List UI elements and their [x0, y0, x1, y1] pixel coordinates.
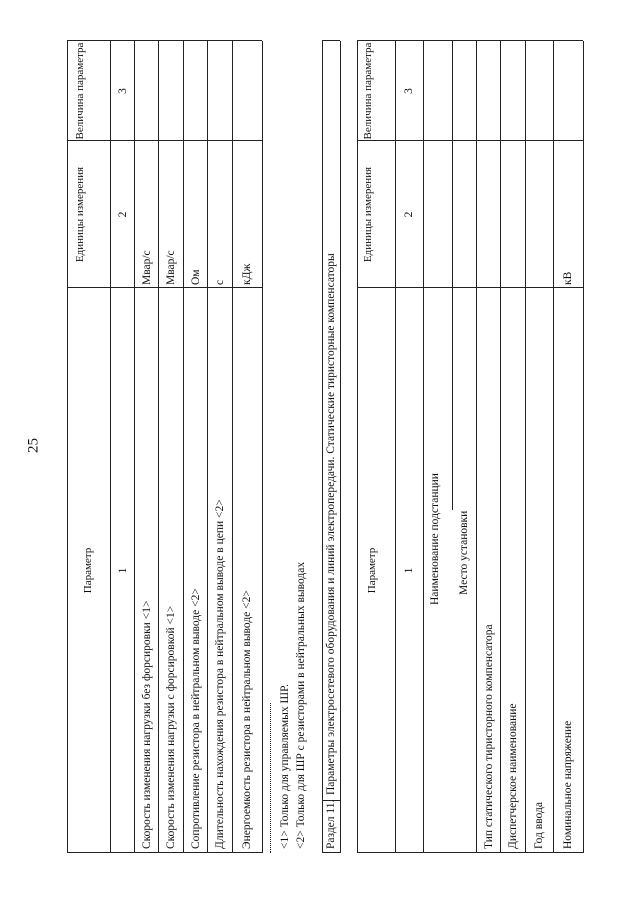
t1-row-4-units: с — [214, 279, 226, 285]
t1-row-3-param: Сопротивление резистора в нейтральном выводе <2> — [190, 588, 202, 849]
footnote-2: <2> Только для ШР с резисторами в нейтральных выводах — [295, 561, 307, 849]
t1-row-4-param: Длительность нахождения резистора в нейтральном выводе в цепи <2> — [214, 499, 226, 849]
section-label: Раздел 11. — [325, 799, 337, 849]
t1-colnum-1: 1 — [117, 567, 129, 574]
t1-row-3-units: Ом — [190, 269, 202, 285]
footnote-separator — [270, 703, 271, 853]
t2-header-value: Величина параметра — [362, 42, 374, 140]
t2-row-5-param: Год ввода — [533, 802, 545, 849]
t2-header-units: Единицы измерения — [362, 166, 374, 263]
t2-row-4-param: Диспетчерское наименование — [507, 703, 519, 849]
t2-colnum-1: 1 — [403, 567, 415, 574]
t1-row-1-units: Мвар/с — [141, 250, 153, 285]
t2-row-6-units: кВ — [562, 271, 574, 285]
t2-colnum-2: 2 — [403, 211, 415, 218]
footnote-1: <1> Только для управляемых ШР. — [279, 684, 291, 849]
page-number: 25 — [25, 438, 42, 453]
t1-colnum-2: 2 — [117, 211, 129, 218]
t1-header-value: Величина параметра — [74, 42, 86, 140]
t1-row-1-param: Скорость изменения нагрузки без форсировки <1> — [141, 600, 153, 849]
t2-row-2-param: Место установки — [458, 510, 470, 595]
section-title: Параметры электросетевого оборудования и линий электропередачи. Статические тиристорные компенсаторы — [325, 253, 337, 795]
t1-row-2-units: Мвар/с — [165, 250, 177, 285]
t2-header-param: Параметр — [366, 547, 378, 594]
t1-row-2-param: Скорость изменения нагрузки с форсировкой <1> — [165, 605, 177, 849]
t1-colnum-3: 3 — [117, 88, 129, 94]
t1-row-5-param: Энергоемкость резистора в нейтральном выводе <2> — [241, 590, 253, 849]
t2-row-3-param: Тип статического тиристорного компенсатора — [483, 624, 495, 849]
t2-row-1-param: Наименование подстанции — [429, 473, 441, 605]
t1-row-5-units: кДж — [241, 263, 253, 285]
t2-colnum-3: 3 — [403, 88, 415, 94]
t1-header-param: Параметр — [82, 547, 94, 594]
t2-row-6-param: Номинальное напряжение — [562, 720, 574, 849]
t1-header-units: Единицы измерения — [74, 166, 86, 263]
